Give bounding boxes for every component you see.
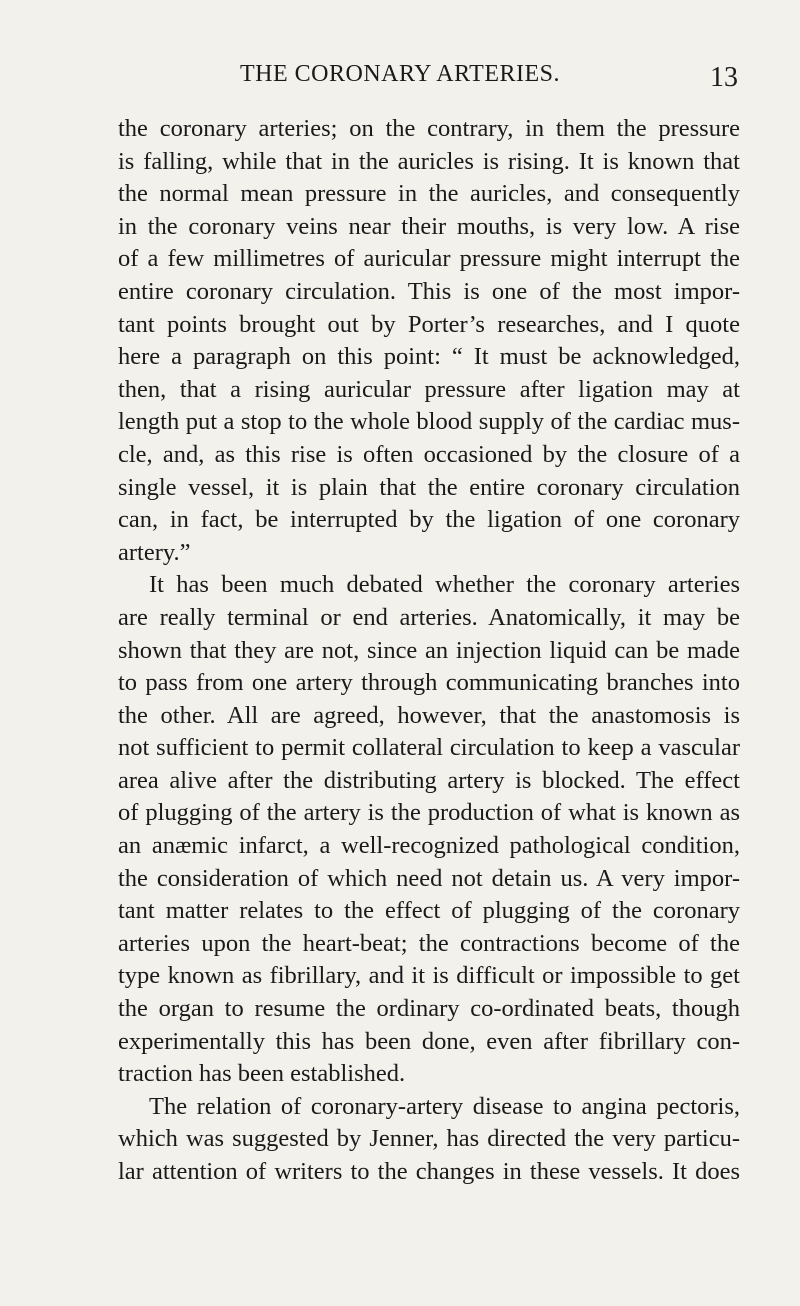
- text-line: of plugging of the artery is the production of what is known as: [118, 799, 740, 827]
- text-line: arteries upon the heart-beat; the contractions become of the: [118, 929, 740, 957]
- body-text: [118, 113, 740, 1189]
- text-line: length put a stop to the whole blood supply of the cardiac mus-: [118, 408, 740, 436]
- page-number: 13: [710, 62, 738, 93]
- text-line: tant points brought out by Porter’s researches, and I quote: [118, 310, 740, 338]
- text-line: then, that a rising auricular pressure after ligation may at: [118, 375, 740, 403]
- text-line: not sufficient to permit collateral circulation to keep a vascular: [118, 734, 740, 762]
- text-line: in the coronary veins near their mouths, is very low. A rise: [118, 212, 740, 240]
- text-line: type known as fibrillary, and it is difficult or impossible to get: [118, 962, 740, 990]
- text-line: of a few millimetres of auricular pressure might interrupt the: [118, 245, 740, 273]
- text-line: tant matter relates to the effect of plugging of the coronary: [118, 897, 740, 925]
- text-line: artery.”: [118, 538, 191, 566]
- text-line: shown that they are not, since an injection liquid can be made: [118, 636, 740, 664]
- text-line: The relation of coronary-artery disease to angina pectoris,: [149, 1092, 740, 1120]
- text-line: are really terminal or end arteries. Anatomically, it may be: [118, 603, 740, 631]
- text-line: to pass from one artery through communicating branches into: [118, 669, 740, 697]
- text-line: is falling, while that in the auricles is rising. It is known that: [118, 147, 740, 175]
- text-line: the consideration of which need not detain us. A very impor-: [118, 864, 740, 892]
- text-line: an anæmic infarct, a well-recognized pathological condition,: [118, 832, 740, 860]
- text-line: lar attention of writers to the changes in these vessels. It does: [118, 1158, 740, 1185]
- text-line: here a paragraph on this point: “ It must be acknowledged,: [118, 343, 740, 371]
- text-line: the organ to resume the ordinary co-ordinated beats, though: [118, 995, 740, 1023]
- text-line: traction has been established.: [118, 1060, 406, 1088]
- text-line: entire coronary circulation. This is one of the most impor-: [118, 277, 740, 305]
- text-line: the normal mean pressure in the auricles, and consequently: [118, 180, 740, 208]
- text-line: which was suggested by Jenner, has directed the very particu-: [118, 1125, 740, 1153]
- text-line: single vessel, it is plain that the entire coronary circulation: [118, 473, 740, 501]
- text-line: can, in fact, be interrupted by the ligation of one coronary: [118, 506, 740, 534]
- text-line: the other. All are agreed, however, that the anastomosis is: [118, 701, 740, 729]
- text-line: area alive after the distributing artery is blocked. The effect: [118, 766, 740, 794]
- text-line: experimentally this has been done, even after fibrillary con-: [118, 1027, 740, 1055]
- text-line: cle, and, as this rise is often occasioned by the closure of a: [118, 440, 740, 468]
- text-line: It has been much debated whether the coronary arteries: [149, 571, 740, 599]
- header-title: THE CORONARY ARTERIES.: [239, 61, 561, 87]
- text-line: the coronary arteries; on the contrary, in them the pressure: [118, 115, 740, 142]
- running-head: [0, 58, 800, 98]
